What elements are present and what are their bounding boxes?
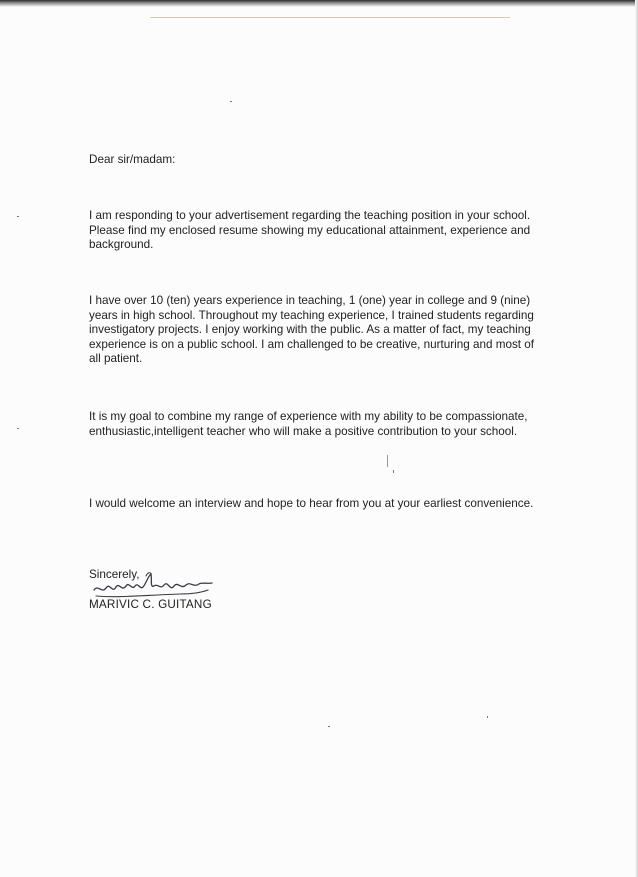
paragraph-experience: I have over 10 (ten) years experience in teaching, 1 (one) year in college and 9 (nine) years in high school. Throughout my teaching experience, I trained students regarding investigatory projects. I enjoy working with the public. As a matter of fact, my teaching experience is on a public school. I am challenged to be creative, nurturing and most of all patient. [89,294,535,366]
salutation: Dear sir/madam: [89,153,176,166]
paragraph-intro: I am responding to your advertisement regarding the teaching position in your school. Please find my enclosed resume showing my educational attainment, experience and background. [89,209,531,252]
signer-name: MARIVIC C. GUITANG [89,598,212,611]
scan-speck [487,716,488,718]
scan-speck [328,726,330,727]
paragraph-interview: I would welcome an interview and hope to hear from you at your earliest convenience. [89,497,534,510]
scan-speck [387,455,388,467]
paper-fold-line [150,17,510,18]
scan-speck [230,101,232,102]
scan-speck [393,470,394,473]
closing: Sincerely, [89,568,140,581]
paragraph-goal: It is my goal to combine my range of experience with my ability to be compassionate, enthusiastic,intelligent teacher who will make a positive contribution to your school. [89,410,528,438]
scan-speck [17,428,19,429]
scan-top-edge [0,0,638,7]
scan-speck [17,216,19,217]
